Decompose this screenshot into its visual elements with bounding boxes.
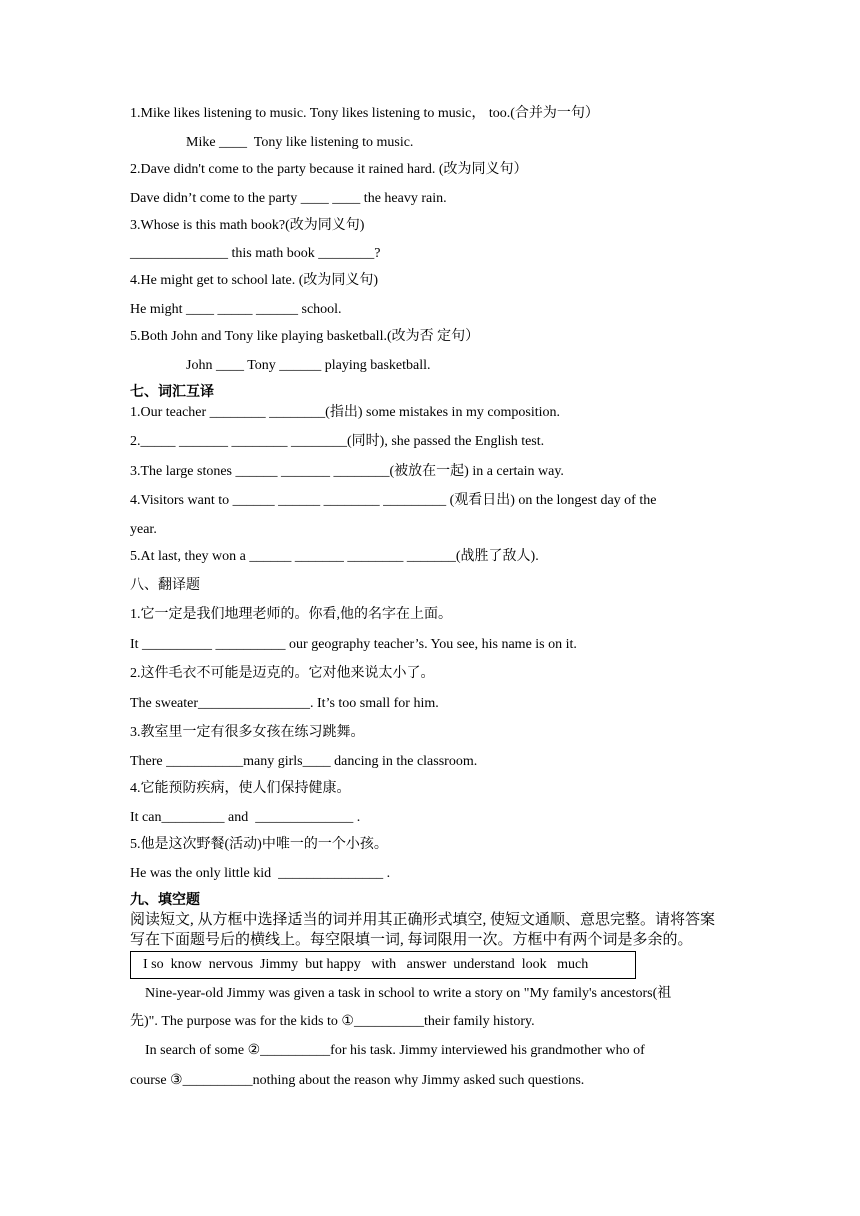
vocab-item-2: 2._____ _______ ________ ________(同时), she passed the English test. bbox=[130, 434, 545, 449]
word-box-text: I so know nervous Jimmy but happy with answer understand look much bbox=[143, 957, 589, 972]
section-9-title: 九、填空题 bbox=[130, 893, 200, 908]
translation-a1: It __________ __________ our geography teacher’s. You see, his name is on it. bbox=[130, 637, 577, 652]
translation-a3: There ___________many girls____ dancing in the classroom. bbox=[130, 754, 478, 769]
question-5: 5.Both John and Tony like playing basketball.(改为否 定句） bbox=[130, 329, 480, 344]
translation-q1: 1.它一定是我们地理老师的。你看,他的名字在上面。 bbox=[130, 607, 452, 622]
vocab-item-4-cont: year. bbox=[130, 522, 157, 537]
vocab-item-1: 1.Our teacher ________ ________(指出) some mistakes in my composition. bbox=[130, 405, 561, 420]
instructions-line-2: 写在下面题号后的横线上。每空限填一词, 每词限用一次。方框中有两个词是多余的。 bbox=[130, 932, 693, 948]
translation-q3: 3.教室里一定有很多女孩在练习跳舞。 bbox=[130, 725, 365, 740]
vocab-item-3: 3.The large stones ______ _______ ________(被放在一起) in a certain way. bbox=[130, 464, 564, 479]
vocab-item-5: 5.At last, they won a ______ _______ ________ _______(战胜了敌人). bbox=[130, 549, 539, 564]
question-3: 3.Whose is this math book?(改为同义句) bbox=[130, 218, 365, 233]
translation-q4: 4.它能预防疾病，使人们保持健康。 bbox=[130, 781, 351, 796]
answer-1: Mike ____ Tony like listening to music. bbox=[186, 135, 414, 150]
translation-q2: 2.这件毛衣不可能是迈克的。它对他来说太小了。 bbox=[130, 666, 435, 681]
question-2: 2.Dave didn't come to the party because it rained hard. (改为同义句） bbox=[130, 162, 528, 177]
translation-a4: It can_________ and ______________ . bbox=[130, 810, 361, 825]
answer-2: Dave didn’t come to the party ____ ____ the heavy rain. bbox=[130, 191, 447, 206]
question-1: 1.Mike likes listening to music. Tony likes listening to music， too.(合并为一句） bbox=[130, 106, 599, 121]
answer-5: John ____ Tony ______ playing basketball. bbox=[186, 358, 431, 373]
passage-line-1: Nine-year-old Jimmy was given a task in school to write a story on "My family's ancestors(祖 bbox=[145, 986, 672, 1001]
answer-3: ______________ this math book ________? bbox=[130, 246, 381, 261]
instructions-line-1: 阅读短文, 从方框中选择适当的词并用其正确形式填空, 使短文通顺、意思完整。请将答案 bbox=[130, 912, 716, 928]
translation-q5: 5.他是这次野餐(活动)中唯一的一个小孩。 bbox=[130, 837, 388, 852]
translation-a2: The sweater________________. It’s too small for him. bbox=[130, 696, 439, 711]
passage-line-3: In search of some ②__________for his task. Jimmy interviewed his grandmother who of bbox=[145, 1043, 645, 1058]
passage-line-2: 先)". The purpose was for the kids to ①__________their family history. bbox=[130, 1014, 535, 1029]
passage-line-4: course ③__________nothing about the reason why Jimmy asked such questions. bbox=[130, 1073, 585, 1088]
section-7-title: 七、词汇互译 bbox=[130, 385, 214, 400]
answer-4: He might ____ _____ ______ school. bbox=[130, 302, 342, 317]
section-8-title: 八、翻译题 bbox=[130, 578, 200, 593]
vocab-item-4: 4.Visitors want to ______ ______ ________ _________ (观看日出) on the longest day of the bbox=[130, 493, 657, 508]
translation-a5: He was the only little kid _______________ . bbox=[130, 866, 391, 881]
word-box bbox=[130, 951, 636, 979]
question-4: 4.He might get to school late. (改为同义句) bbox=[130, 273, 379, 288]
